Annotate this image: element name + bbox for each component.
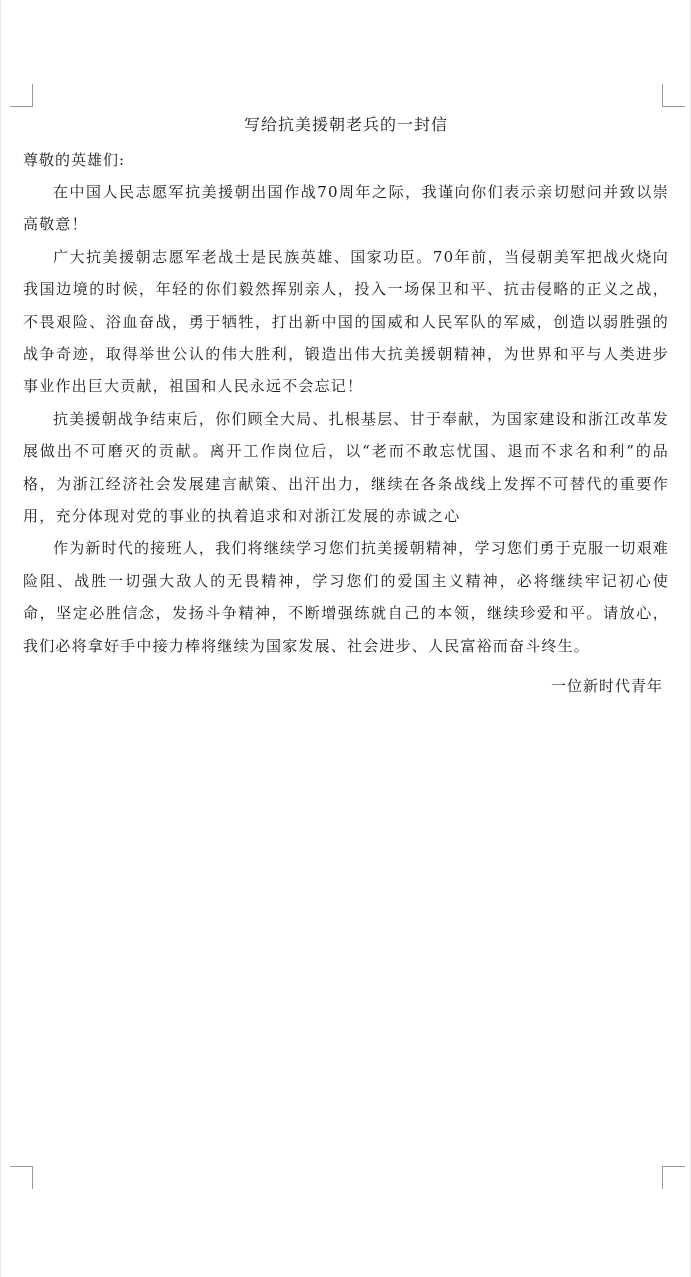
- crop-mark-bottom-left: [10, 1166, 33, 1189]
- salutation: 尊敬的英雄们:: [23, 151, 126, 169]
- paragraph-4: 作为新时代的接班人，我们将继续学习您们抗美援朝精神，学习您们勇于克服一切艰难险阻、战胜一切强大敌人的无畏精神，学习您们的爱国主义精神，必将继续牢记初心使命，坚定必胜信念，发扬斗争精神，不断增强练就自己的本领，继续珍爱和平。请放心，我们必将拿好手中接力棒将继续为国家发展、社会进步、人民富裕而奋斗终生。: [23, 539, 669, 655]
- paragraph-3: 抗美援朝战争结束后，你们顾全大局、扎根基层、甘于奉献，为国家建设和浙江改革发展做出不可磨灭的贡献。离开工作岗位后，以“老而不敢忘忧国、退而不求名和利”的品格，为浙江经济社会发展建言献策、出汗出力，继续在各条战线上发挥不可替代的重要作用，充分体现对党的事业的执着追求和对浙江发展的赤诚之心: [23, 409, 669, 526]
- paragraph-1: 在中国人民志愿军抗美援朝出国作战70周年之际，我谨向你们表示亲切慰问并致以崇高敬意！: [23, 183, 669, 234]
- signature: 一位新时代青年: [550, 677, 663, 696]
- letter-body: [23, 110, 669, 702]
- letter-title: 写给抗美援朝老兵的一封信: [243, 115, 448, 134]
- crop-mark-top-right: [662, 84, 685, 107]
- crop-mark-top-left: [10, 84, 33, 107]
- crop-mark-bottom-right: [662, 1166, 685, 1189]
- paragraph-2: 广大抗美援朝志愿军老战士是民族英雄、国家功臣。70年前，当侵朝美军把战火烧向我国边境的时候，年轻的你们毅然挥别亲人，投入一场保卫和平、抗击侵略的正义之战，不畏艰险、浴血奋战，勇于牺牲，打出新中国的国威和人民军队的军威，创造以弱胜强的战争奇迹，取得举世公认的伟大胜利，锻造出伟大抗美援朝精神，为世界和平与人类进步事业作出巨大贡献，祖国和人民永远不会忘记！: [23, 247, 669, 396]
